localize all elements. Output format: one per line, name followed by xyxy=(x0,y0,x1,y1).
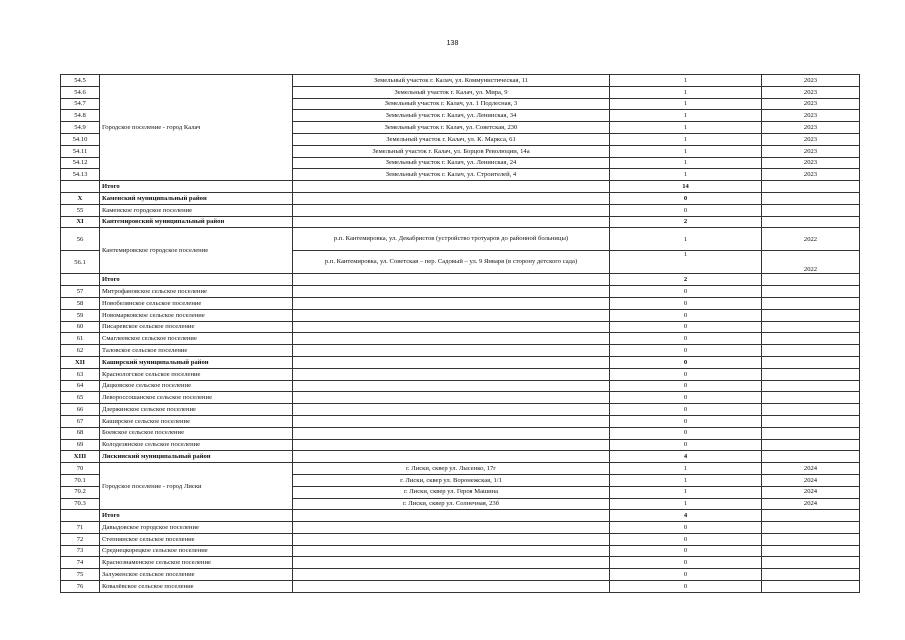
row-number: 54.5 xyxy=(61,75,100,87)
quantity-cell: 1 xyxy=(610,251,762,274)
row-number: 70 xyxy=(61,463,100,475)
object-name: г. Лиски, сквер ул. Солнечная, 23б xyxy=(293,498,610,510)
table-row xyxy=(61,415,860,427)
row-number: 54.9 xyxy=(61,122,100,134)
settlement-name: Каменское городское поселение xyxy=(100,204,293,216)
object-name: р.п. Кантемировка, ул. Декабристов (устройство тротуаров до районной больницы) xyxy=(293,228,610,251)
quantity-cell: 1 xyxy=(610,75,762,87)
year-cell: 2024 xyxy=(762,486,860,498)
district-name: Каширский муниципальный район xyxy=(100,356,293,368)
object-name: р.п. Кантемировка, ул. Советская – пер. Садовый – ул. 9 Января (в сторону детского сада) xyxy=(293,251,610,274)
quantity-cell: 0 xyxy=(610,286,762,298)
row-number: 66 xyxy=(61,404,100,416)
row-number: 65 xyxy=(61,392,100,404)
quantity-cell: 0 xyxy=(610,321,762,333)
quantity-cell: 0 xyxy=(610,404,762,416)
settlement-name: Боевское сельское поселение xyxy=(100,427,293,439)
table-row xyxy=(61,333,860,345)
quantity-cell: 0 xyxy=(610,522,762,534)
quantity-cell: 0 xyxy=(610,557,762,569)
table-row xyxy=(61,545,860,557)
table-row xyxy=(61,569,860,581)
settlement-name: Залуженское сельское поселение xyxy=(100,569,293,581)
year-cell: 2023 xyxy=(762,75,860,87)
quantity-cell: 1 xyxy=(610,145,762,157)
object-name: Земельный участок г. Калач, ул. Борцов Революции, 14а xyxy=(293,145,610,157)
quantity-cell: 0 xyxy=(610,345,762,357)
settlement-name: Таловское сельское поселение xyxy=(100,345,293,357)
year-cell: 2024 xyxy=(762,463,860,475)
year-cell: 2024 xyxy=(762,498,860,510)
row-number: 54.7 xyxy=(61,98,100,110)
object-name: г. Лиски, сквер ул. Воронежская, 1/1 xyxy=(293,474,610,486)
object-name: Земельный участок г. Калач, ул. Ленинская, 24 xyxy=(293,157,610,169)
table-row xyxy=(61,204,860,216)
quantity-cell: 1 xyxy=(610,98,762,110)
row-number: 63 xyxy=(61,368,100,380)
row-number: 56 xyxy=(61,228,100,251)
settlement-name: Смаглеевское сельское поселение xyxy=(100,333,293,345)
year-cell: 2023 xyxy=(762,110,860,122)
row-number: 67 xyxy=(61,415,100,427)
row-number: 74 xyxy=(61,557,100,569)
table-row xyxy=(61,557,860,569)
year-cell: 2023 xyxy=(762,169,860,181)
total-value: 4 xyxy=(610,510,762,522)
row-number: 70.3 xyxy=(61,498,100,510)
table-row xyxy=(61,581,860,593)
quantity-cell: 0 xyxy=(610,380,762,392)
row-number: 75 xyxy=(61,569,100,581)
year-cell: 2023 xyxy=(762,145,860,157)
year-cell: 2023 xyxy=(762,98,860,110)
program-table xyxy=(60,74,860,593)
row-number: 70.1 xyxy=(61,474,100,486)
district-name: Каменский муниципальный район xyxy=(100,192,293,204)
year-cell: 2022 xyxy=(762,251,860,274)
row-number: 54.13 xyxy=(61,169,100,181)
quantity-cell: 1 xyxy=(610,86,762,98)
settlement-name: Степнянское сельское поселение xyxy=(100,533,293,545)
quantity-cell: 0 xyxy=(610,297,762,309)
table-row xyxy=(61,522,860,534)
total-value: 14 xyxy=(610,181,762,193)
district-row xyxy=(61,192,860,204)
object-name: Земельный участок г. Калач, ул. 1 Подлесная, 3 xyxy=(293,98,610,110)
row-number: 55 xyxy=(61,204,100,216)
total-row xyxy=(61,510,860,522)
table-row xyxy=(61,75,860,87)
table-row xyxy=(61,392,860,404)
settlement-name: Дацковское сельское поселение xyxy=(100,380,293,392)
quantity-cell: 1 xyxy=(610,110,762,122)
table-row xyxy=(61,297,860,309)
settlement-name: Среднецкорецкое сельское поселение xyxy=(100,545,293,557)
year-cell: 2023 xyxy=(762,122,860,134)
settlement-name: Давыдовское городское поселение xyxy=(100,522,293,534)
quantity-cell: 0 xyxy=(610,533,762,545)
row-number: 69 xyxy=(61,439,100,451)
quantity-cell: 1 xyxy=(610,474,762,486)
settlement-name: Новобелянское сельское поселение xyxy=(100,297,293,309)
district-total: 2 xyxy=(610,216,762,228)
row-number: 59 xyxy=(61,309,100,321)
object-name: г. Лиски, сквер ул. Лысенко, 17г xyxy=(293,463,610,475)
row-number: 54.6 xyxy=(61,86,100,98)
year-cell: 2023 xyxy=(762,86,860,98)
year-cell: 2023 xyxy=(762,133,860,145)
table-row xyxy=(61,345,860,357)
row-number: 58 xyxy=(61,297,100,309)
quantity-cell: 0 xyxy=(610,368,762,380)
quantity-cell: 1 xyxy=(610,498,762,510)
quantity-cell: 0 xyxy=(610,392,762,404)
row-number: 62 xyxy=(61,345,100,357)
table-row xyxy=(61,309,860,321)
settlement-name: Краснознаменское сельское поселение xyxy=(100,557,293,569)
district-name: Лискинский муниципальный район xyxy=(100,451,293,463)
object-name: Земельный участок г. Калач, ул. Советская, 230 xyxy=(293,122,610,134)
table-row xyxy=(61,439,860,451)
quantity-cell: 1 xyxy=(610,122,762,134)
row-number: 64 xyxy=(61,380,100,392)
row-number: 72 xyxy=(61,533,100,545)
object-name: Земельный участок г. Калач, ул. Ленинская, 34 xyxy=(293,110,610,122)
year-cell: 2023 xyxy=(762,157,860,169)
row-number: 57 xyxy=(61,286,100,298)
table-row xyxy=(61,228,860,251)
total-label: Итого xyxy=(100,274,293,286)
object-name: Земельный участок г. Калач, ул. Строителей, 4 xyxy=(293,169,610,181)
quantity-cell: 1 xyxy=(610,133,762,145)
total-label: Итого xyxy=(100,510,293,522)
quantity-cell: 1 xyxy=(610,228,762,251)
table-row xyxy=(61,463,860,475)
settlement-name: Краснологское сельское поселение xyxy=(100,368,293,380)
table-row xyxy=(61,380,860,392)
quantity-cell: 0 xyxy=(610,309,762,321)
row-number: 73 xyxy=(61,545,100,557)
district-name: Кантемировский муниципальный район xyxy=(100,216,293,228)
object-name: г. Лиски, сквер ул. Героя Машина xyxy=(293,486,610,498)
district-row xyxy=(61,451,860,463)
district-number: XI xyxy=(61,216,100,228)
object-name: Земельный участок г. Калач, ул. Мира, 9 xyxy=(293,86,610,98)
settlement-name: Писаревское сельское поселение xyxy=(100,321,293,333)
row-number: 61 xyxy=(61,333,100,345)
district-number: X xyxy=(61,192,100,204)
quantity-cell: 0 xyxy=(610,569,762,581)
quantity-cell: 1 xyxy=(610,169,762,181)
row-number: 54.12 xyxy=(61,157,100,169)
district-number: XII xyxy=(61,356,100,368)
row-number: 60 xyxy=(61,321,100,333)
total-value: 2 xyxy=(610,274,762,286)
table-row xyxy=(61,368,860,380)
table-row xyxy=(61,427,860,439)
total-row xyxy=(61,274,860,286)
row-number: 70.2 xyxy=(61,486,100,498)
settlement-name: Каширское сельское поселение xyxy=(100,415,293,427)
quantity-cell: 0 xyxy=(610,204,762,216)
row-number: 56.1 xyxy=(61,251,100,274)
row-number: 54.10 xyxy=(61,133,100,145)
year-cell: 2024 xyxy=(762,474,860,486)
object-name: Земельный участок г. Калач, ул. Коммунистическая, 11 xyxy=(293,75,610,87)
row-number: 68 xyxy=(61,427,100,439)
year-cell: 2022 xyxy=(762,228,860,251)
settlement-name: Левороссошанское сельское поселение xyxy=(100,392,293,404)
quantity-cell: 0 xyxy=(610,545,762,557)
settlement-name: Городское поселение - город Лиски xyxy=(100,463,293,510)
quantity-cell: 0 xyxy=(610,581,762,593)
table-row xyxy=(61,321,860,333)
quantity-cell: 0 xyxy=(610,427,762,439)
quantity-cell: 1 xyxy=(610,486,762,498)
district-total: 0 xyxy=(610,356,762,368)
district-row xyxy=(61,356,860,368)
total-row xyxy=(61,181,860,193)
district-row xyxy=(61,216,860,228)
quantity-cell: 0 xyxy=(610,439,762,451)
settlement-name: Колодезянское сельское поселение xyxy=(100,439,293,451)
quantity-cell: 0 xyxy=(610,333,762,345)
district-total: 0 xyxy=(610,192,762,204)
row-number: 76 xyxy=(61,581,100,593)
settlement-name: Кантемировское городское поселение xyxy=(100,228,293,274)
settlement-name: Митрофановское сельское поселение xyxy=(100,286,293,298)
table-row xyxy=(61,533,860,545)
quantity-cell: 1 xyxy=(610,463,762,475)
settlement-name: Городское поселение - город Калач xyxy=(100,75,293,181)
page-number: 138 xyxy=(446,40,459,47)
table-row xyxy=(61,404,860,416)
object-name: Земельный участок г. Калач, ул. К. Маркса, 61 xyxy=(293,133,610,145)
table-row xyxy=(61,286,860,298)
total-label: Итого xyxy=(100,181,293,193)
row-number: 71 xyxy=(61,522,100,534)
district-total: 4 xyxy=(610,451,762,463)
quantity-cell: 1 xyxy=(610,157,762,169)
settlement-name: Новомарковское сельское поселение xyxy=(100,309,293,321)
quantity-cell: 0 xyxy=(610,415,762,427)
row-number: 54.11 xyxy=(61,145,100,157)
row-number: 54.8 xyxy=(61,110,100,122)
district-number: XIII xyxy=(61,451,100,463)
settlement-name: Ковалёвское сельское поселение xyxy=(100,581,293,593)
settlement-name: Дзержинское сельское поселение xyxy=(100,404,293,416)
